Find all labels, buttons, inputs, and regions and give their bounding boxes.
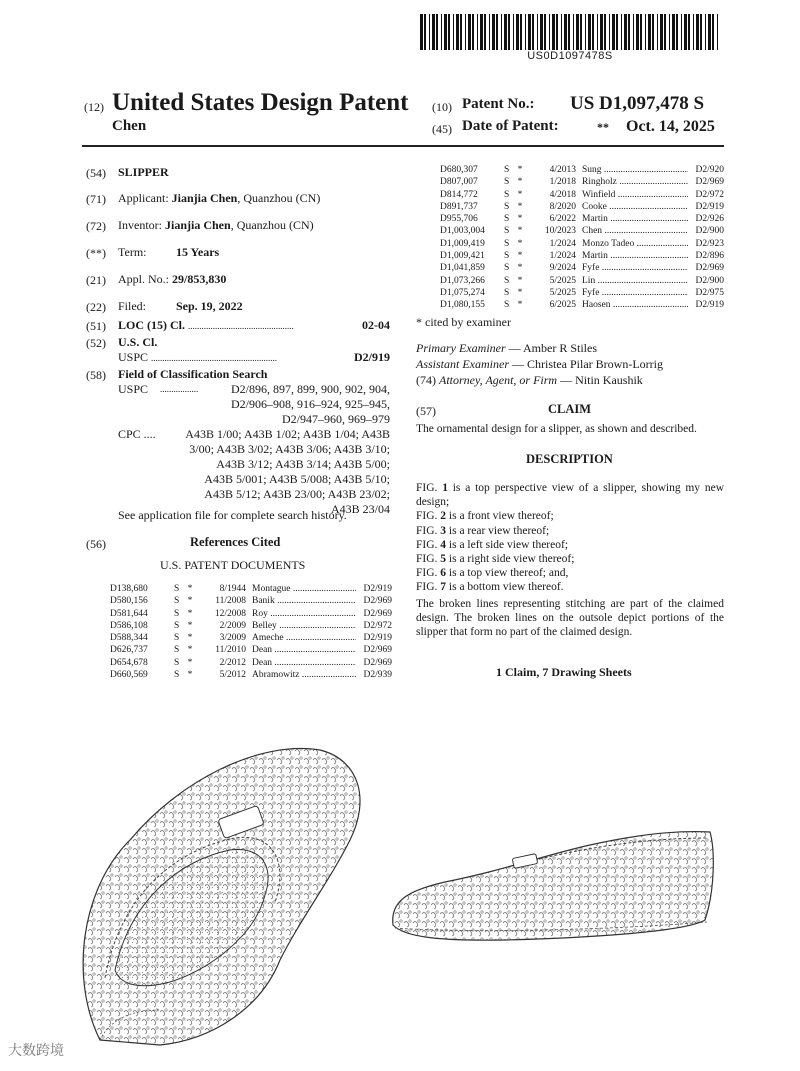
barcode-bar [477, 14, 478, 50]
reference-kind: S [174, 645, 180, 656]
reference-star: * [517, 238, 523, 249]
reference-cls: D2/900 [688, 275, 724, 287]
code-51: (51) [86, 319, 106, 333]
reference-star: * [517, 165, 523, 175]
reference-cls: D2/919 [688, 201, 724, 213]
reference-date: 3/2009 [219, 633, 246, 644]
reference-star: * [517, 263, 523, 274]
reference-cls: D2/969 [356, 595, 392, 607]
reference-kind: S [504, 275, 510, 286]
primary-examiner: Primary Examiner — Amber R Stiles [416, 341, 597, 355]
barcode-bar [705, 14, 706, 50]
reference-star: * [187, 645, 193, 656]
header-rule [82, 145, 724, 147]
appl-no-field: Appl. No.: 29/853,830 [118, 272, 227, 286]
patent-type-title: United States Design Patent [112, 89, 409, 116]
barcode-bar [573, 14, 574, 50]
barcode-bar [633, 14, 634, 50]
barcode-bar [552, 14, 555, 50]
figure-description-line: FIG. 2 is a front view thereof; [416, 510, 554, 523]
claims-summary: 1 Claim, 7 Drawing Sheets [496, 665, 632, 679]
reference-no: D660,569 [110, 670, 148, 681]
reference-no: D581,644 [110, 608, 148, 619]
reference-star: * [187, 608, 193, 619]
reference-kind: S [174, 608, 180, 619]
reference-no: D955,706 [440, 214, 478, 225]
claim-text: The ornamental design for a slipper, as shown and described. [416, 423, 697, 435]
barcode-bar [576, 14, 579, 50]
barcode-bar [472, 14, 474, 50]
barcode-bar [496, 14, 498, 50]
barcode-bar [628, 14, 630, 50]
reference-star: * [187, 657, 193, 668]
barcode-bar [640, 14, 642, 50]
reference-cls: D2/969 [356, 644, 392, 656]
reference-kind: S [504, 214, 510, 225]
reference-kind: S [174, 657, 180, 668]
reference-no: D1,073,266 [440, 275, 485, 286]
barcode-bar [420, 14, 423, 50]
reference-row [440, 225, 724, 237]
reference-name: Lin ..... [582, 275, 688, 287]
barcode-bar [609, 14, 610, 50]
barcode-bar [492, 14, 495, 50]
reference-name: Haosen ..... [582, 299, 688, 311]
description-heading: DESCRIPTION [526, 452, 613, 466]
reference-star: * [187, 584, 193, 594]
reference-row [440, 164, 724, 176]
us-patent-documents-heading: U.S. PATENT DOCUMENTS [160, 558, 306, 572]
reference-no: D1,009,419 [440, 238, 485, 249]
us-cl-label: U.S. Cl. [118, 335, 158, 349]
barcode-bar [456, 14, 459, 50]
barcode-bar [532, 14, 534, 50]
reference-row [440, 287, 724, 299]
reference-name: Martin ..... [582, 213, 688, 225]
watermark-text: 大数跨境 [8, 1042, 64, 1058]
reference-cls: D2/972 [688, 189, 724, 201]
reference-date: 2/2009 [219, 620, 246, 631]
uspc-search-values: D2/896, 897, 899, 900, 902, 904, D2/906–908, 916–924, 925–945, D2/947–960, 969–979 [231, 382, 390, 426]
code-21: (21) [86, 273, 106, 287]
barcode-bar [549, 14, 550, 50]
reference-date: 5/2025 [549, 287, 576, 298]
reference-no: D891,737 [440, 201, 478, 212]
reference-name: Cooke ..... [582, 201, 688, 213]
barcode-bar [708, 14, 711, 50]
barcode-bar [645, 14, 646, 50]
barcode-bar [676, 14, 678, 50]
reference-kind: S [504, 165, 510, 175]
barcode-bar [672, 14, 675, 50]
reference-kind: S [174, 670, 180, 681]
reference-name: Dean ..... [252, 644, 356, 656]
see-application-note: See application file for complete search history. [118, 508, 347, 522]
barcode-bar [508, 14, 510, 50]
reference-no: D807,007 [440, 177, 478, 188]
barcode-bar [700, 14, 702, 50]
reference-row [440, 275, 724, 287]
reference-no: D138,680 [110, 584, 148, 594]
barcode-bar [444, 14, 447, 50]
uspc-search-label: USPC [118, 382, 149, 396]
reference-row [110, 595, 392, 607]
reference-date: 1/2018 [549, 177, 576, 188]
reference-name: Ringholz ..... [582, 176, 688, 188]
barcode-bar [597, 14, 598, 50]
attorney: (74) Attorney, Agent, or Firm — Nitin Kaushik [416, 373, 643, 387]
barcode-bar [432, 14, 435, 50]
reference-row [110, 583, 392, 595]
reference-kind: S [504, 287, 510, 298]
barcode-bar [636, 14, 639, 50]
reference-row [440, 250, 724, 262]
reference-date: 6/2025 [549, 300, 576, 311]
reference-no: D586,108 [110, 620, 148, 631]
reference-cls: D2/920 [688, 164, 724, 176]
inventor-field: Inventor: Jianjia Chen, Quanzhou (CN) [118, 218, 314, 232]
loc-field: LOC (15) Cl. ............................................... 02-04 [118, 318, 390, 332]
barcode-bar [681, 14, 682, 50]
barcode-bar [516, 14, 519, 50]
reference-star: * [517, 201, 523, 212]
code-term: (**) [86, 246, 106, 260]
reference-star: * [517, 177, 523, 188]
reference-kind: S [174, 633, 180, 644]
date-label: Date of Patent: [462, 118, 559, 134]
reference-date: 5/2025 [549, 275, 576, 286]
cpc-label: CPC .... [118, 427, 156, 441]
barcode-bar [564, 14, 567, 50]
barcode-bar [441, 14, 442, 50]
reference-name: Abramowitz ..... [252, 669, 356, 681]
reference-cls: D2/896 [688, 250, 724, 262]
reference-cls: D2/900 [688, 225, 724, 237]
cpc-values: A43B 1/00; A43B 1/02; A43B 1/04; A43B 3/00; A43B 3/02; A43B 3/06; A43B 3/10; A43B 3/12; A43B 3/14; A43B 5/00; A43B 5/001; A43B 5/008; A43B 5/10; A43B 5/12; A43B 23/00; A43B 23/02; A43B 23/04 [185, 427, 390, 516]
code-58: (58) [86, 368, 106, 382]
reference-date: 1/2024 [549, 238, 576, 249]
reference-no: D1,041,859 [440, 263, 485, 274]
barcode-number: US0D1097478S [527, 50, 613, 62]
figure-description-line: FIG. 6 is a top view thereof; and, [416, 567, 569, 580]
barcode-bar [525, 14, 526, 50]
barcode-bar [696, 14, 699, 50]
figure-description-line: FIG. 7 is a bottom view thereof. [416, 581, 564, 594]
reference-name: Monzo Tadeo ..... [582, 238, 688, 250]
reference-no: D680,307 [440, 165, 478, 175]
reference-row [440, 238, 724, 250]
code-71: (71) [86, 192, 106, 206]
reference-name: Banik ..... [252, 595, 356, 607]
reference-row [110, 657, 392, 669]
header-code-10: (10) [432, 100, 452, 114]
reference-no: D1,080,155 [440, 300, 485, 311]
reference-list-right [440, 164, 724, 312]
barcode-bar [448, 14, 450, 50]
code-52: (52) [86, 336, 106, 350]
barcode-bar [453, 14, 454, 50]
barcode-bar [669, 14, 670, 50]
inventor-short: Chen [112, 118, 147, 134]
barcode-bar [489, 14, 490, 50]
filed-field: Filed: Sep. 19, 2022 [118, 299, 243, 313]
barcode-bar [561, 14, 562, 50]
reference-kind: S [174, 584, 180, 594]
barcode-bar [468, 14, 471, 50]
reference-star: * [517, 189, 523, 200]
reference-star: * [187, 633, 193, 644]
uspc-field: USPC ........................................................ D2/919 [118, 350, 390, 364]
figure-description-line: FIG. 5 is a right side view thereof; [416, 553, 575, 566]
reference-cls: D2/975 [688, 287, 724, 299]
barcode-bar [480, 14, 483, 50]
reference-star: * [517, 300, 523, 311]
term-field: Term: 15 Years [118, 245, 220, 259]
code-22: (22) [86, 300, 106, 314]
reference-cls: D2/969 [356, 608, 392, 620]
barcode-bar [660, 14, 663, 50]
broken-lines-paragraph: The broken lines representing stitching are part of the claimed design. The broken lines on the outsole depict portions of the slipper that form no part of the claimed design. [416, 598, 724, 639]
reference-name: Fyfe ..... [582, 287, 688, 299]
barcode-bar [436, 14, 438, 50]
reference-kind: S [504, 238, 510, 249]
reference-cls: D2/969 [688, 176, 724, 188]
barcode-bar [693, 14, 694, 50]
reference-row [440, 201, 724, 213]
header-code-45: (45) [432, 122, 452, 136]
reference-row [440, 213, 724, 225]
reference-cls: D2/972 [356, 620, 392, 632]
barcode-bar [657, 14, 658, 50]
figure-description-line: FIG. 4 is a left side view thereof; [416, 538, 569, 551]
code-54: (54) [86, 166, 106, 180]
barcode-bar [460, 14, 462, 50]
header-code-12: (12) [84, 100, 104, 114]
reference-date: 2/2012 [219, 657, 246, 668]
reference-date: 6/2022 [549, 214, 576, 225]
reference-name: Ameche ..... [252, 632, 356, 644]
assistant-examiner: Assistant Examiner — Christea Pilar Brown-Lorrig [416, 357, 663, 371]
reference-kind: S [504, 300, 510, 311]
reference-row [440, 262, 724, 274]
barcode-bar [580, 14, 582, 50]
reference-row [110, 632, 392, 644]
patent-date: Oct. 14, 2025 [626, 118, 715, 135]
barcode-bar [592, 14, 594, 50]
design-title: SLIPPER [118, 165, 169, 179]
cited-by-examiner-note: * cited by examiner [416, 315, 511, 329]
figure-descriptions [416, 481, 724, 595]
reference-date: 12/2008 [214, 608, 246, 619]
reference-name: Chen ..... [582, 225, 688, 237]
reference-no: D1,003,004 [440, 226, 485, 237]
barcode-bar [712, 14, 714, 50]
claim-heading: CLAIM [548, 402, 592, 416]
barcode-bar [717, 14, 718, 50]
reference-cls: D2/919 [356, 632, 392, 644]
barcode-bar [501, 14, 502, 50]
reference-cls: D2/919 [688, 299, 724, 311]
barcode-bar [684, 14, 687, 50]
uspc-search-dots: ................. [160, 384, 199, 394]
reference-no: D654,678 [110, 657, 148, 668]
barcode-bar [429, 14, 430, 50]
reference-no: D1,075,274 [440, 287, 485, 298]
barcode-bar [544, 14, 546, 50]
barcode-bar [568, 14, 570, 50]
barcode-bar [604, 14, 606, 50]
reference-name: Belley ..... [252, 620, 356, 632]
reference-no: D814,772 [440, 189, 478, 200]
reference-row [110, 620, 392, 632]
barcode-bar [588, 14, 591, 50]
barcode-bar [624, 14, 627, 50]
patent-no-label: Patent No.: [462, 96, 535, 112]
reference-date: 11/2008 [215, 596, 246, 607]
reference-name: Dean ..... [252, 657, 356, 669]
figure-description-line: FIG. 3 is a rear view thereof; [416, 524, 550, 537]
reference-star: * [517, 287, 523, 298]
reference-star: * [187, 596, 193, 607]
reference-name: Montague ..... [252, 583, 356, 595]
reference-kind: S [174, 596, 180, 607]
reference-star: * [517, 214, 523, 225]
reference-name: Martin ..... [582, 250, 688, 262]
reference-cls: D2/919 [356, 583, 392, 595]
barcode-bar [520, 14, 522, 50]
reference-date: 4/2013 [549, 165, 576, 175]
barcode-bar [616, 14, 618, 50]
date-mark: ** [597, 120, 609, 134]
reference-no: D588,344 [110, 633, 148, 644]
code-72: (72) [86, 219, 106, 233]
barcode-bar [484, 14, 486, 50]
reference-kind: S [174, 620, 180, 631]
reference-row [110, 669, 392, 681]
reference-kind: S [504, 201, 510, 212]
reference-star: * [187, 670, 193, 681]
barcode-bar [540, 14, 543, 50]
barcode-bar [556, 14, 558, 50]
code-56: (56) [86, 537, 106, 551]
reference-name: Sung ..... [582, 164, 688, 176]
reference-kind: S [504, 251, 510, 262]
reference-kind: S [504, 226, 510, 237]
barcode-bar [513, 14, 514, 50]
reference-date: 9/2024 [549, 263, 576, 274]
barcode-bar [465, 14, 466, 50]
references-heading: References Cited [190, 535, 281, 549]
reference-list-left [110, 583, 392, 681]
reference-row [440, 189, 724, 201]
reference-star: * [517, 251, 523, 262]
reference-kind: S [504, 177, 510, 188]
reference-cls: D2/939 [356, 669, 392, 681]
barcode-bar [585, 14, 586, 50]
reference-date: 1/2024 [549, 251, 576, 262]
reference-row [440, 299, 724, 311]
reference-kind: S [504, 263, 510, 274]
code-57: (57) [416, 404, 436, 418]
barcode-bar [504, 14, 507, 50]
reference-row [110, 608, 392, 620]
field-search-label: Field of Classification Search [118, 367, 268, 381]
reference-date: 8/1944 [219, 584, 246, 594]
barcode-bar [600, 14, 603, 50]
reference-name: Roy ..... [252, 608, 356, 620]
reference-cls: D2/926 [688, 213, 724, 225]
reference-no: D626,737 [110, 645, 148, 656]
barcode-bar [664, 14, 666, 50]
barcode-bar [424, 14, 426, 50]
applicant-field: Applicant: Jianjia Chen, Quanzhou (CN) [118, 191, 321, 205]
reference-star: * [517, 275, 523, 286]
reference-date: 11/2010 [215, 645, 246, 656]
reference-name: Fyfe ..... [582, 262, 688, 274]
reference-no: D1,009,421 [440, 251, 485, 262]
reference-date: 5/2012 [219, 670, 246, 681]
reference-date: 8/2020 [549, 201, 576, 212]
reference-star: * [517, 226, 523, 237]
barcode-bar [621, 14, 622, 50]
reference-name: Winfield ..... [582, 189, 688, 201]
reference-kind: S [504, 189, 510, 200]
reference-star: * [187, 620, 193, 631]
patent-number: US D1,097,478 S [570, 93, 705, 114]
barcode-bar [648, 14, 651, 50]
reference-date: 10/2023 [544, 226, 576, 237]
reference-date: 4/2018 [549, 189, 576, 200]
reference-cls: D2/969 [356, 657, 392, 669]
slipper-side-drawing [385, 820, 720, 950]
barcode-bar [528, 14, 531, 50]
reference-no: D580,156 [110, 596, 148, 607]
figure-description-line: FIG. 1 is a top perspective view of a slipper, showing my new design; [416, 482, 725, 509]
barcode-bar [537, 14, 538, 50]
slipper-perspective-drawing [60, 720, 380, 1050]
reference-row [440, 176, 724, 188]
reference-cls: D2/969 [688, 262, 724, 274]
barcode [420, 14, 720, 50]
reference-cls: D2/923 [688, 238, 724, 250]
barcode-bar [688, 14, 690, 50]
barcode-bar [652, 14, 654, 50]
reference-row [110, 644, 392, 656]
barcode-bar [612, 14, 615, 50]
